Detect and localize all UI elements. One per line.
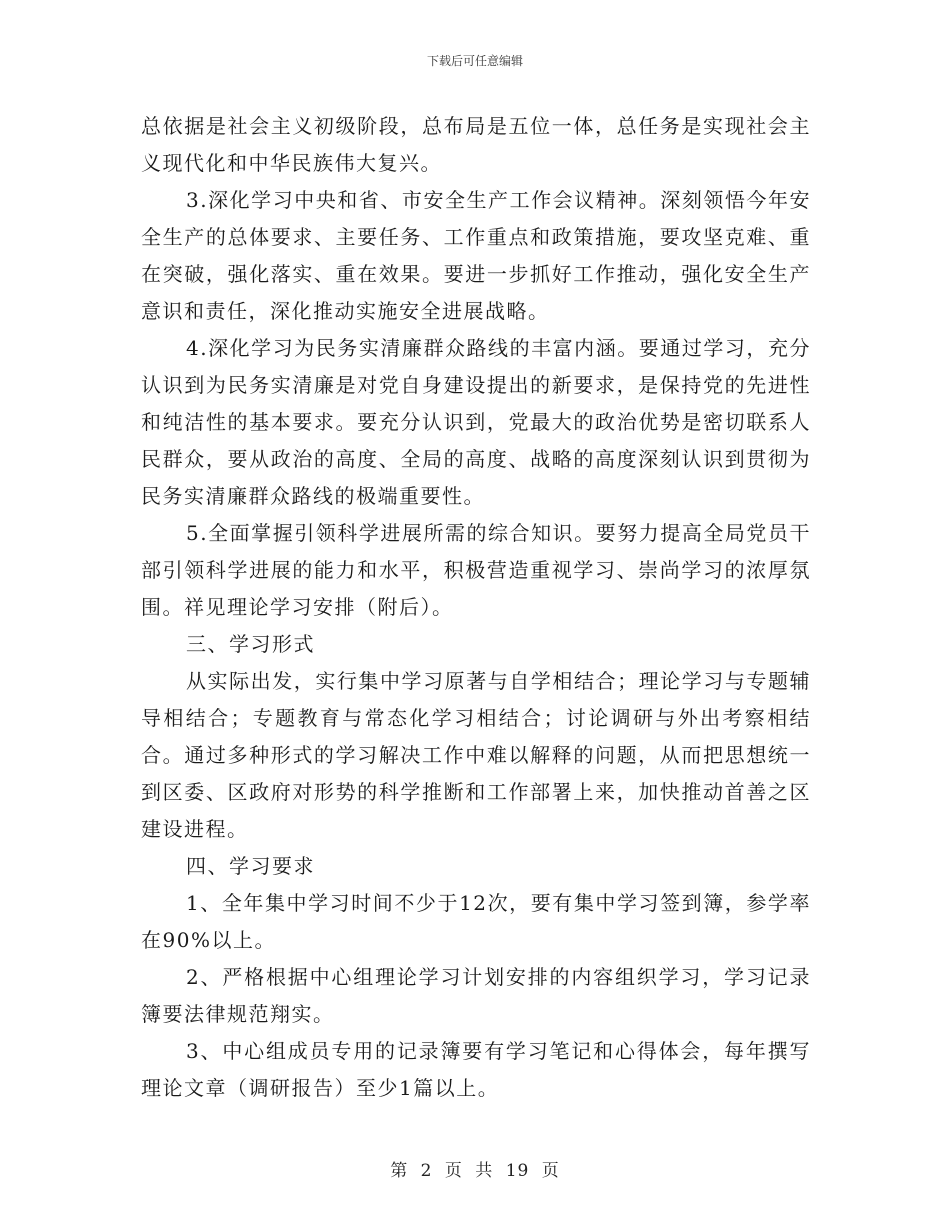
- page-prefix: 第: [390, 1161, 409, 1181]
- total-prefix: 共: [475, 1161, 494, 1181]
- section-heading: 三、学习形式: [186, 632, 315, 656]
- paragraph: 4.深化学习为民务实清廉群众路线的丰富内涵。要通过学习，充分认识到为民务实清廉是对党自身建设提出的新要求，是保持党的先进性和纯洁性的基本要求。要充分认识到，党最大的政治优势是密切联系人民群众，要从政治的高度、全局的高度、战略的高度深刻认识到贯彻为民务实清廉群众路线的极端重要性。: [141, 336, 811, 508]
- paragraph: 从实际出发，实行集中学习原著与自学相结合；理论学习与专题辅导相结合；专题教育与常态化学习相结合；讨论调研与外出考察相结合。通过多种形式的学习解决工作中难以解释的问题，从而把思想统一到区委、区政府对形势的科学推断和工作部署上来，加快推动首善之区建设进程。: [141, 669, 811, 841]
- paragraph: 5.全面掌握引领科学进展所需的综合知识。要努力提高全局党员干部引领科学进展的能力和水平，积极营造重视学习、崇尚学习的浓厚氛围。祥见理论学习安排（附后）。: [141, 521, 811, 619]
- paragraph: 2、严格根据中心组理论学习计划安排的内容组织学习，学习记录簿要法律规范翔实。: [141, 965, 811, 1026]
- total-suffix: 页: [541, 1161, 560, 1181]
- paragraph: 3、中心组成员专用的记录簿要有学习笔记和心得体会，每年撰写理论文章（调研报告）至少1篇以上。: [141, 1039, 811, 1100]
- page-footer: [0, 1156, 950, 1181]
- body-text: [141, 108, 811, 1107]
- paragraph: 1、全年集中学习时间不少于12次，要有集中学习签到簿，参学率在90%以上。: [141, 891, 811, 952]
- paragraph: 3.深化学习中央和省、市安全生产工作会议精神。深刻领悟今年安全生产的总体要求、主要任务、工作重点和政策措施，要攻坚克难、重在突破，强化落实、重在效果。要进一步抓好工作推动，强化安全生产意识和责任，深化推动实施安全进展战略。: [141, 188, 811, 323]
- page-word: 页: [444, 1161, 463, 1181]
- total-page-count: 19: [505, 1161, 530, 1181]
- header-note: 下载后可任意编辑: [426, 54, 523, 68]
- paragraph: 总依据是社会主义初级阶段，总布局是五位一体，总任务是实现社会主义现代化和中华民族伟大复兴。: [141, 114, 811, 175]
- section-heading: 四、学习要求: [186, 854, 315, 878]
- current-page-number: 2: [420, 1161, 433, 1181]
